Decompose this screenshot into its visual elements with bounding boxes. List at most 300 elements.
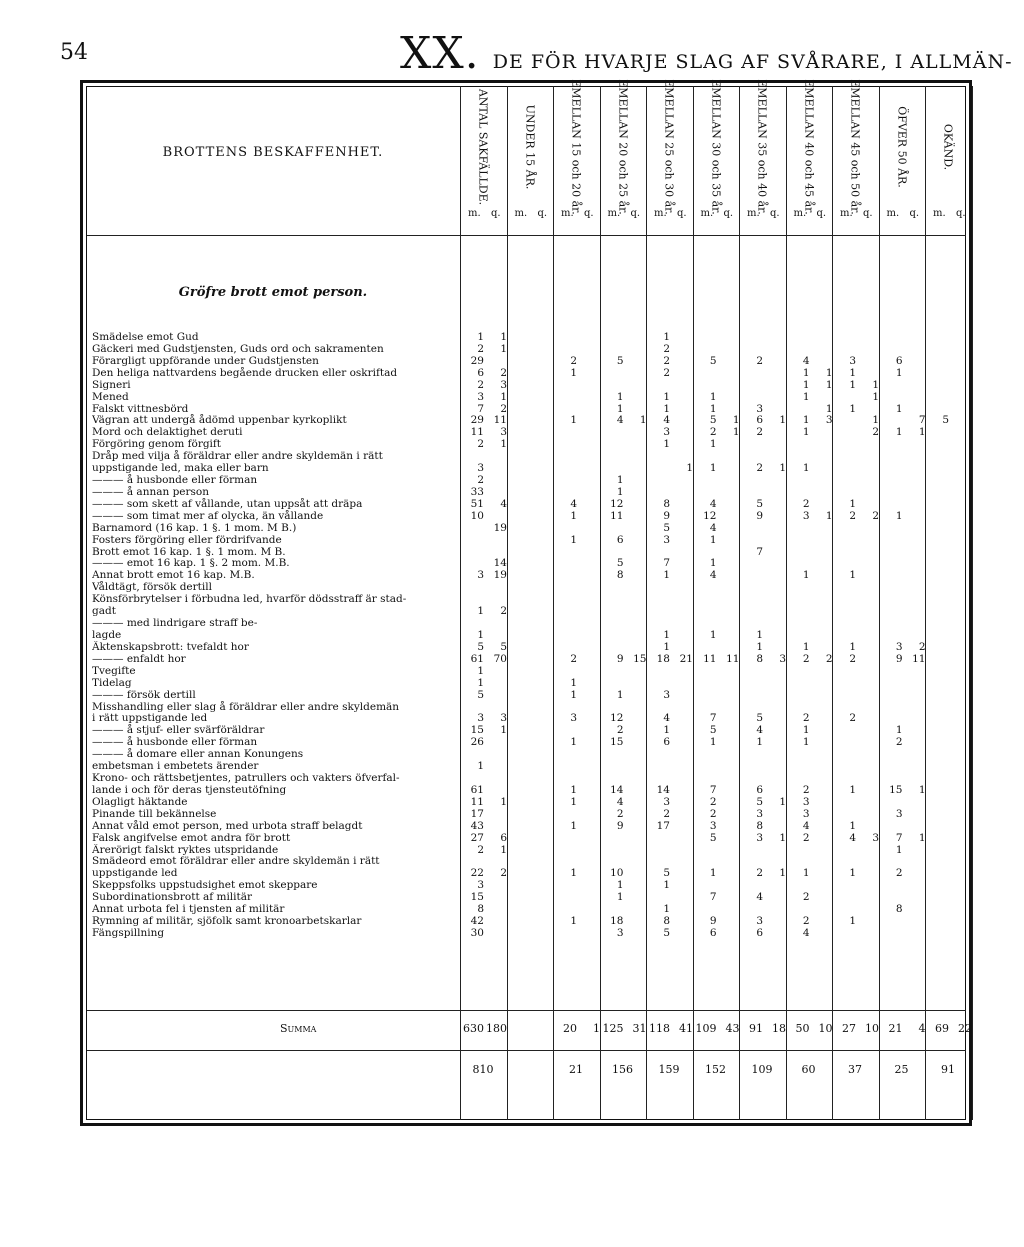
column-header <box>698 79 734 215</box>
table-cell: 15 <box>889 783 903 796</box>
table-cell: 1 <box>779 831 786 844</box>
table-cell: 3 <box>825 414 833 427</box>
row-rule <box>87 1050 966 1051</box>
table-cell: 1 <box>802 867 810 880</box>
table-cell: 1 <box>709 533 717 546</box>
sum-cell: 109 <box>695 1022 717 1035</box>
table-cell: 8 <box>616 569 624 582</box>
table-cell: 6 <box>663 736 670 749</box>
table-cell: 1 <box>570 795 577 808</box>
table-cell: 8 <box>663 915 670 928</box>
column-rule <box>600 86 601 1120</box>
table-cell: 9 <box>756 509 763 522</box>
table-cell: 1 <box>616 891 624 904</box>
sum-cell: 4 <box>918 1022 926 1035</box>
row-label: Vägran att undergå ådömd uppenbar kyrkoplikt <box>92 414 347 427</box>
table-cell: 1 <box>663 879 670 892</box>
table-cell: 3 <box>663 688 670 701</box>
table-cell: 2 <box>825 652 833 665</box>
row-label: ——— å husbonde eller förman <box>92 474 258 487</box>
column-rule <box>507 86 508 1120</box>
table-cell: 1 <box>849 783 856 796</box>
table-cell: 2 <box>756 867 763 880</box>
table-cell: 5 <box>663 867 670 880</box>
table-cell: 6 <box>477 366 484 379</box>
table-cell: 5 <box>709 414 717 427</box>
table-cell: 1 <box>477 760 484 773</box>
table-cell: 18 <box>610 915 624 928</box>
sub-header-q: q. <box>491 208 501 219</box>
table-cell: 4 <box>616 795 624 808</box>
sum-cell: 91 <box>749 1022 763 1035</box>
row-label: Krono- och rättsbetjentes, patrullers och vakters öfverfal- <box>92 772 400 785</box>
table-cell: 4 <box>709 521 717 534</box>
column-rule <box>553 86 554 1120</box>
column-header-label: EMELLAN 20 och 25 år. <box>616 79 629 215</box>
table-cell: 1 <box>802 640 810 653</box>
table-cell: 1 <box>918 426 926 439</box>
row-label: i rätt uppstigande led <box>92 712 208 725</box>
table-cell: 1 <box>802 390 810 403</box>
table-cell: 14 <box>493 557 507 570</box>
table-cell: 8 <box>756 819 763 832</box>
table-cell: 15 <box>470 724 484 737</box>
row-label: Annat våld emot person, med urbota straff belagdt <box>92 819 363 832</box>
table-cell: 6 <box>616 533 624 546</box>
table-cell: 15 <box>470 891 484 904</box>
row-label: Förargligt uppförande under Gudstjensten <box>92 354 319 367</box>
total-cell: 156 <box>612 1063 633 1076</box>
column-header-label: EMELLAN 15 och 20 år. <box>569 79 583 215</box>
table-cell: 1 <box>663 629 670 641</box>
table-cell: 2 <box>500 402 507 415</box>
row-label: Våldtägt, försök dertill <box>92 581 212 594</box>
table-cell: 2 <box>802 652 810 665</box>
row-label: Barnamord (16 kap. 1 §. 1 mom. M B.) <box>92 521 297 534</box>
table-cell: 1 <box>825 402 833 415</box>
table-cell: 7 <box>477 402 484 415</box>
column-rule <box>832 86 833 1120</box>
table-cell: 1 <box>779 795 786 808</box>
table-cell: 1 <box>477 331 484 343</box>
table-cell: 6 <box>756 783 763 796</box>
table-cell: 11 <box>610 509 624 522</box>
sub-header-q: q. <box>956 208 966 219</box>
table-cell: 2 <box>802 915 810 928</box>
table-cell: 1 <box>825 366 833 379</box>
table-cell: 1 <box>779 867 786 880</box>
table-cell: 3 <box>756 915 763 928</box>
table-cell: 1 <box>477 676 484 689</box>
table-cell: 3 <box>756 831 763 844</box>
table-cell: 3 <box>663 426 670 439</box>
table-cell: 1 <box>663 438 670 451</box>
row-label: embetsman i embetets ärender <box>92 760 259 773</box>
total-cell: 21 <box>569 1063 583 1076</box>
table-cell: 1 <box>756 629 763 641</box>
column-header-label: ÖFVER 50 ÅR. <box>895 106 908 188</box>
row-label: Förgöring genom förgift <box>92 438 222 451</box>
table-cell: 1 <box>500 795 507 808</box>
sub-header-q: q. <box>584 208 594 219</box>
table-cell: 4 <box>500 497 507 510</box>
sub-header-q: q. <box>909 208 920 219</box>
table-cell: 6 <box>895 354 903 367</box>
table-cell: 11 <box>470 426 484 439</box>
table-cell: 11 <box>493 414 507 427</box>
table-cell: 1 <box>872 390 879 403</box>
table-cell: 3 <box>477 390 484 403</box>
table-cell: 2 <box>849 712 856 725</box>
table-cell: 1 <box>663 903 670 916</box>
column-rule <box>693 86 694 1120</box>
row-label: Subordinationsbrott af militär <box>92 891 253 904</box>
table-cell: 2 <box>500 605 507 618</box>
table-cell: 7 <box>709 891 717 904</box>
table-cell: 4 <box>802 354 810 367</box>
row-label: ——— som skett af vållande, utan uppsåt att dräpa <box>92 497 363 510</box>
row-rule <box>87 235 966 236</box>
column-header-label: EMELLAN 25 och 30 år. <box>662 79 676 215</box>
row-rule <box>87 1010 966 1011</box>
table-cell: 1 <box>732 426 740 439</box>
table-cell: 30 <box>470 927 484 939</box>
row-label: Ärerörigt falskt ryktes utspridande <box>92 843 279 856</box>
row-label: Mened <box>92 390 129 403</box>
row-label: Rymning af militär, sjöfolk samt kronoarbetskarlar <box>92 915 362 928</box>
table-cell: 1 <box>570 366 577 379</box>
row-label: ——— å husbonde eller förman <box>92 736 258 749</box>
table-cell: 6 <box>709 927 717 939</box>
row-label: ——— som timat mer af olycka, än vållande <box>92 509 324 522</box>
table-cell: 1 <box>663 569 670 582</box>
table-cell: 1 <box>895 843 903 856</box>
table-cell: 17 <box>656 819 670 832</box>
table-cell: 29 <box>470 354 484 367</box>
table-cell: 2 <box>616 724 624 737</box>
table-cell: 1 <box>849 819 856 832</box>
table-cell: 5 <box>756 497 763 510</box>
table-cell: 7 <box>895 831 903 844</box>
table-cell: 3 <box>500 378 507 391</box>
sum-cell: 18 <box>772 1022 786 1035</box>
table-cell: 9 <box>616 652 624 665</box>
table-cell: 2 <box>802 497 810 510</box>
table-cell: 5 <box>663 521 670 534</box>
column-header <box>930 92 966 202</box>
column-rule <box>879 86 880 1120</box>
table-cell: 1 <box>709 557 717 570</box>
table-cell: 2 <box>570 652 577 665</box>
row-label: ——— emot 16 kap. 1 §. 2 mom. M.B. <box>92 557 290 570</box>
table-cell: 1 <box>709 402 717 415</box>
table-cell: 1 <box>570 783 577 796</box>
table-cell: 1 <box>825 378 833 391</box>
sum-cell: 69 <box>935 1022 949 1035</box>
column-header <box>791 79 827 215</box>
table-cell: 4 <box>709 497 717 510</box>
column-header <box>651 79 687 215</box>
row-label: lagde <box>92 629 122 641</box>
sub-header-m: m. <box>886 208 900 219</box>
table-cell: 3 <box>802 509 810 522</box>
row-label: Äktenskapsbrott: tvefaldt hor <box>92 640 249 653</box>
table-cell: 5 <box>756 795 763 808</box>
table-cell: 1 <box>756 640 763 653</box>
sum-cell: 43 <box>725 1022 740 1035</box>
column-header-label: OKÄND. <box>941 123 955 171</box>
sum-cell: 10 <box>865 1022 879 1035</box>
table-cell: 2 <box>709 426 717 439</box>
column-rule <box>925 86 926 1120</box>
sum-cell: 27 <box>842 1022 856 1035</box>
table-cell: 1 <box>825 509 833 522</box>
table-cell: 6 <box>500 831 507 844</box>
table-cell: 5 <box>756 712 763 725</box>
table-cell: 3 <box>663 533 670 546</box>
sub-header-q: q. <box>770 208 780 219</box>
table-cell: 1 <box>663 390 670 403</box>
table-cell: 3 <box>663 795 670 808</box>
table-cell: 3 <box>849 354 856 367</box>
table-cell: 5 <box>709 831 717 844</box>
table-cell: 5 <box>477 640 484 653</box>
table-cell: 1 <box>802 569 810 582</box>
table-cell: 70 <box>493 652 507 665</box>
table-cell: 2 <box>849 509 856 522</box>
table-cell: 2 <box>477 378 484 391</box>
sub-header-m: m. <box>840 208 853 219</box>
page-number: 54 <box>60 40 88 65</box>
table-cell: 5 <box>616 354 624 367</box>
table-cell: 1 <box>570 915 577 928</box>
table-cell: 42 <box>470 915 484 928</box>
table-cell: 1 <box>500 331 507 343</box>
table-cell: 5 <box>663 927 670 939</box>
table-cell: 1 <box>477 629 484 641</box>
table-cell: 15 <box>633 652 647 665</box>
table-cell: 1 <box>570 819 577 832</box>
table-cell: 3 <box>756 402 763 415</box>
table-cell: 33 <box>470 485 484 498</box>
column-header-label: EMELLAN 30 och 35 år. <box>709 79 722 215</box>
table-cell: 2 <box>477 438 484 451</box>
table-cell: 1 <box>570 533 577 546</box>
table-cell: 10 <box>610 867 624 880</box>
row-label: Signeri <box>92 378 131 391</box>
table-cell: 1 <box>849 569 856 582</box>
table-cell: 2 <box>756 354 763 367</box>
table-cell: 1 <box>802 724 810 737</box>
table-cell: 1 <box>663 640 670 653</box>
sub-header-q: q. <box>723 208 734 219</box>
row-label: Smädelse emot Gud <box>92 331 199 343</box>
table-cell: 3 <box>477 712 484 725</box>
row-label: gadt <box>92 605 116 618</box>
table-cell: 1 <box>616 485 624 498</box>
table-cell: 21 <box>679 652 693 665</box>
column-header-label: UNDER 15 ÅR. <box>523 104 536 190</box>
table-cell: 3 <box>500 712 507 725</box>
row-label: ——— å stjuf- eller svärföräldrar <box>92 724 265 737</box>
table-cell: 2 <box>895 867 903 880</box>
table-cell: 1 <box>570 676 577 689</box>
table-cell: 2 <box>500 867 507 880</box>
table-cell: 1 <box>570 688 577 701</box>
table-cell: 1 <box>732 414 740 427</box>
table-cell: 2 <box>570 354 577 367</box>
table-cell: 8 <box>663 497 670 510</box>
table-cell: 14 <box>656 783 670 796</box>
row-label: uppstigande led <box>92 867 178 880</box>
sub-header-m: m. <box>933 208 946 219</box>
table-cell: 5 <box>709 354 717 367</box>
table-cell: 61 <box>470 652 484 665</box>
sub-header-m: m. <box>700 208 714 219</box>
sum-cell: 630 <box>463 1022 484 1035</box>
table-cell: 9 <box>895 652 903 665</box>
table-cell: 1 <box>500 724 507 737</box>
table-cell: 1 <box>849 915 856 928</box>
table-cell: 1 <box>918 831 926 844</box>
row-label: Annat urbota fel i tjensten af militär <box>92 903 285 916</box>
row-label: Brott emot 16 kap. 1 §. 1 mom. M B. <box>92 545 286 558</box>
table-cell: 4 <box>756 891 763 904</box>
table-cell: 1 <box>849 640 856 653</box>
column-rule <box>739 86 740 1120</box>
table-cell: 1 <box>500 342 507 355</box>
table-cell: 1 <box>709 438 717 451</box>
table-cell: 17 <box>470 807 484 820</box>
column-header <box>558 79 594 215</box>
total-cell: 60 <box>801 1063 816 1076</box>
first-column-title: BROTTENS BESKAFFENHET. <box>162 145 384 160</box>
table-cell: 1 <box>802 736 810 749</box>
sum-cell: 10 <box>818 1022 833 1035</box>
table-cell: 1 <box>849 378 856 391</box>
table-cell: 2 <box>849 652 856 665</box>
sum-cell: 41 <box>679 1022 693 1035</box>
sum-cell: 1 <box>593 1022 600 1035</box>
row-label: Smädeord emot föräldrar eller andre skyldemän i rätt <box>92 855 380 868</box>
table-cell: 2 <box>756 462 763 475</box>
total-cell: 159 <box>658 1063 680 1076</box>
table-cell: 14 <box>610 783 624 796</box>
row-label: uppstigande led, maka eller barn <box>92 462 269 475</box>
row-label: Misshandling eller slag å föräldrar eller andre skyldemän <box>92 700 400 713</box>
table-cell: 1 <box>709 629 717 641</box>
table-cell: 3 <box>802 807 810 820</box>
row-label: Den heliga nattvardens begående drucken eller oskriftad <box>92 366 398 379</box>
table-cell: 12 <box>703 509 717 522</box>
table-cell: 1 <box>709 390 717 403</box>
table-cell: 1 <box>570 414 577 427</box>
sub-header-m: m. <box>654 208 667 219</box>
table-cell: 2 <box>895 736 903 749</box>
table-cell: 4 <box>663 712 670 725</box>
table-cell: 43 <box>470 819 484 832</box>
table-cell: 5 <box>500 640 507 653</box>
table-cell: 8 <box>756 652 763 665</box>
table-cell: 2 <box>802 783 810 796</box>
table-cell: 22 <box>470 867 484 880</box>
total-cell: 91 <box>941 1063 955 1076</box>
column-rule <box>786 86 787 1120</box>
table-cell: 2 <box>477 342 484 355</box>
table-cell: 2 <box>872 426 879 439</box>
sub-header-m: m. <box>561 208 574 219</box>
column-header <box>744 79 780 215</box>
table-cell: 2 <box>616 807 624 820</box>
table-cell: 1 <box>570 867 577 880</box>
table-cell: 1 <box>802 366 810 379</box>
table-cell: 3 <box>802 795 810 808</box>
table-cell: 4 <box>663 414 670 427</box>
table-cell: 7 <box>918 414 926 427</box>
table-cell: 3 <box>779 652 786 665</box>
table-cell: 3 <box>872 831 879 844</box>
total-cell: 109 <box>751 1063 773 1076</box>
table-cell: 15 <box>610 736 624 749</box>
table-cell: 1 <box>779 414 786 427</box>
table-cell: 4 <box>616 414 624 427</box>
sum-cell: 118 <box>649 1022 670 1035</box>
table-cell: 9 <box>616 819 624 832</box>
table-cell: 27 <box>470 831 484 844</box>
table-cell: 2 <box>709 807 717 820</box>
table-cell: 1 <box>895 724 903 737</box>
table-cell: 1 <box>500 843 507 856</box>
row-label: ——— å annan person <box>92 485 210 498</box>
table-cell: 1 <box>477 605 484 618</box>
table-cell: 10 <box>470 509 484 522</box>
table-cell: 1 <box>616 474 624 487</box>
table-cell: 4 <box>849 831 856 844</box>
table-cell: 11 <box>703 652 717 665</box>
table-cell: 1 <box>756 736 763 749</box>
table-cell: 7 <box>709 712 717 725</box>
table-cell: 2 <box>802 891 810 904</box>
column-header-label: EMELLAN 35 och 40 år. <box>755 79 769 215</box>
page-header <box>400 28 1013 79</box>
row-label: ——— försök dertill <box>92 688 196 701</box>
row-label: Annat brott emot 16 kap. M.B. <box>92 569 255 582</box>
row-label: Fängspillning <box>92 927 165 939</box>
row-label: Fosters förgöring eller fördrifvande <box>92 533 282 546</box>
row-label: Gäckeri med Gudstjensten, Guds ord och sakramenten <box>92 342 384 355</box>
total-cell: 25 <box>894 1063 909 1076</box>
table-cell: 8 <box>895 903 903 916</box>
table-cell: 1 <box>663 331 670 343</box>
sum-cell: 125 <box>602 1022 624 1035</box>
sum-cell: 22 <box>958 1022 972 1035</box>
table-cell: 2 <box>663 354 670 367</box>
table-cell: 8 <box>477 903 484 916</box>
table-cell: 1 <box>616 402 624 415</box>
sum-cell: 180 <box>486 1022 507 1035</box>
table-cell: 1 <box>918 783 926 796</box>
table-cell: 7 <box>709 783 717 796</box>
table-cell: 3 <box>500 426 507 439</box>
table-cell: 18 <box>656 652 670 665</box>
table-cell: 11 <box>726 652 740 665</box>
section-title: Gröfre brott emot person. <box>178 285 368 300</box>
table-cell: 7 <box>756 545 763 558</box>
header-text: DE FÖR HVARJE SLAG AF SVÅRARE, I ALLMÄN- <box>492 51 1013 73</box>
row-label: Tidelag <box>92 676 132 689</box>
table-cell: 1 <box>570 509 577 522</box>
table-cell: 4 <box>570 497 577 510</box>
